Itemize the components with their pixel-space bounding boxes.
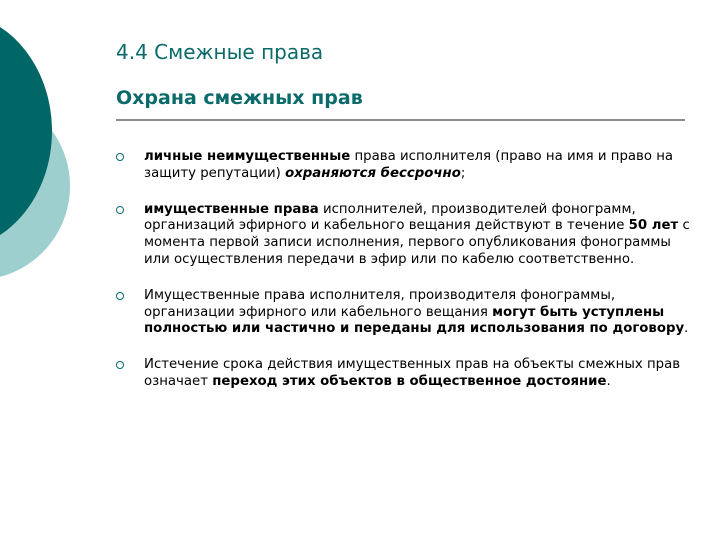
slide-subtitle: Охрана смежных прав: [116, 87, 363, 109]
bullet-list: [116, 149, 696, 410]
bullet-text-part: права исполнителя (право на имя и право на защиту репутации): [144, 149, 674, 181]
slide-title: 4.4 Смежные права: [116, 40, 324, 64]
bullet-text: [144, 357, 696, 391]
bullet-text-part: с момента первой записи исполнения, первого опубликования фонограммы или осуществления передачи в эфир или по кабелю соответственно.: [144, 218, 690, 267]
bullet-text: [144, 288, 696, 338]
hollow-circle-bullet-icon: [116, 361, 124, 369]
title-divider: [116, 119, 685, 121]
bullet-text: [144, 149, 696, 183]
bullet-text-part: исполнителей, производителей фонограмм, организаций эфирного и кабельного вещания действуют в течение: [144, 201, 636, 234]
bullet-item-property-rights: [116, 202, 696, 269]
hollow-circle-bullet-icon: [116, 153, 124, 161]
bullet-text: [144, 202, 696, 269]
bullet-text-part: имущественные права: [144, 201, 319, 217]
bullet-text-part: .: [684, 321, 689, 337]
bullet-text-part: .: [606, 373, 611, 389]
bullet-text-part: охраняются бессрочно: [285, 165, 461, 181]
hollow-circle-bullet-icon: [116, 206, 124, 214]
bullet-item-assignment: [116, 288, 696, 338]
bullet-text-part: Истечение срока действия имущественных прав на объекты смежных прав означает: [144, 357, 681, 389]
bullet-item-personal-rights: [116, 149, 696, 183]
bullet-text-part: 50 лет: [628, 218, 679, 234]
bullet-text-part: могут быть уступлены полностью или частично и переданы для использования по договору: [144, 304, 685, 337]
bullet-text-part: ;: [460, 165, 466, 181]
bullet-text-part: переход этих объектов в общественное достояние: [212, 373, 607, 389]
hollow-circle-bullet-icon: [116, 292, 124, 300]
bullet-text-part: Имущественные права исполнителя, производителя фонограммы, организации эфирного или кабельного вещания: [144, 287, 616, 320]
bullet-text-part: личные неимущественные: [144, 149, 351, 164]
bullet-item-expiry: [116, 357, 696, 391]
